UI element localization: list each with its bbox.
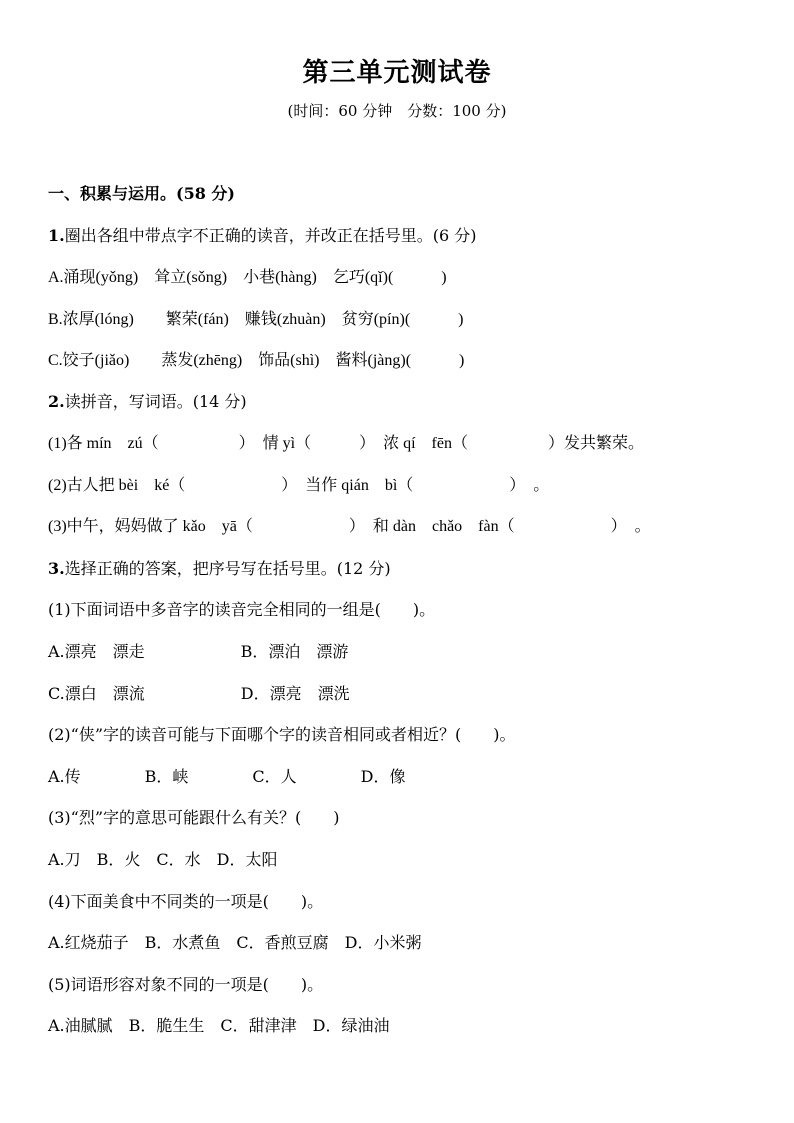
q2-item-1: (1)各 mín zú（ ） 情 yì（ ） 浓 qí fēn（ ）发共繁荣。 bbox=[48, 435, 644, 452]
q3-sub-3-question: (3)“烈”字的意思可能跟什么有关？( ) bbox=[48, 808, 340, 827]
q1-option-c: C.饺子(jiǎo) 蒸发(zhēng) 饰品(shì) 酱料(jàng)( ) bbox=[48, 352, 465, 369]
q3-sub-1-options-ab: A.漂亮 漂走 B．漂泊 漂游 bbox=[48, 642, 349, 661]
q3-sub-2-question: (2)“侠”字的读音可能与下面哪个字的读音相同或者相近？( )。 bbox=[48, 725, 516, 744]
exam-info: (时间：60 分钟 分数：100 分) bbox=[287, 102, 507, 120]
q3-sub-1-question: (1)下面词语中多音字的读音完全相同的一组是( )。 bbox=[48, 600, 436, 619]
q2-item-2: (2)古人把 bèi ké（ ） 当作 qián bì（ ） 。 bbox=[48, 477, 550, 494]
question-2-prompt bbox=[48, 391, 247, 413]
q2-item-3: (3)中午，妈妈做了 kǎo yā（ ） 和 dàn chǎo fàn（ ） 。 bbox=[48, 518, 651, 535]
q3-sub-1-options-cd: C.漂白 漂流 D．漂亮 漂洗 bbox=[48, 684, 350, 703]
question-text: 圈出各组中带点字不正确的读音，并改正在括号里。(6 分) bbox=[64, 226, 477, 245]
q3-sub-5-options: A.油腻腻 B．脆生生 C．甜津津 D．绿油油 bbox=[48, 1016, 390, 1035]
question-number: 3. bbox=[48, 559, 65, 578]
question-1-prompt bbox=[48, 225, 476, 247]
question-number: 2. bbox=[48, 392, 65, 411]
question-text: 选择正确的答案，把序号写在括号里。(12 分) bbox=[64, 559, 391, 578]
q3-sub-2-options: A.传 B．峡 C．人 D．像 bbox=[48, 767, 406, 786]
question-number: 1. bbox=[48, 226, 65, 245]
section-heading: 一、积累与运用。(58 分) bbox=[48, 184, 235, 203]
q3-sub-5-question: (5)词语形容对象不同的一项是( )。 bbox=[48, 975, 324, 994]
q1-option-a: A.涌现(yǒng) 耸立(sǒng) 小巷(hàng) 乞巧(qǐ)( ) bbox=[48, 269, 447, 286]
q3-sub-4-question: (4)下面美食中不同类的一项是( )。 bbox=[48, 892, 324, 911]
q1-option-b: B.浓厚(lóng) 繁荣(fán) 赚钱(zhuàn) 贫穷(pín)( ) bbox=[48, 311, 464, 328]
question-text: 读拼音，写词语。(14 分) bbox=[64, 392, 247, 411]
q3-sub-4-options: A.红烧茄子 B．水煮鱼 C．香煎豆腐 D．小米粥 bbox=[48, 933, 422, 952]
question-3-prompt bbox=[48, 558, 391, 580]
q3-sub-3-options: A.刀 B．火 C．水 D．太阳 bbox=[48, 850, 278, 869]
page-title: 第三单元测试卷 bbox=[302, 58, 492, 88]
